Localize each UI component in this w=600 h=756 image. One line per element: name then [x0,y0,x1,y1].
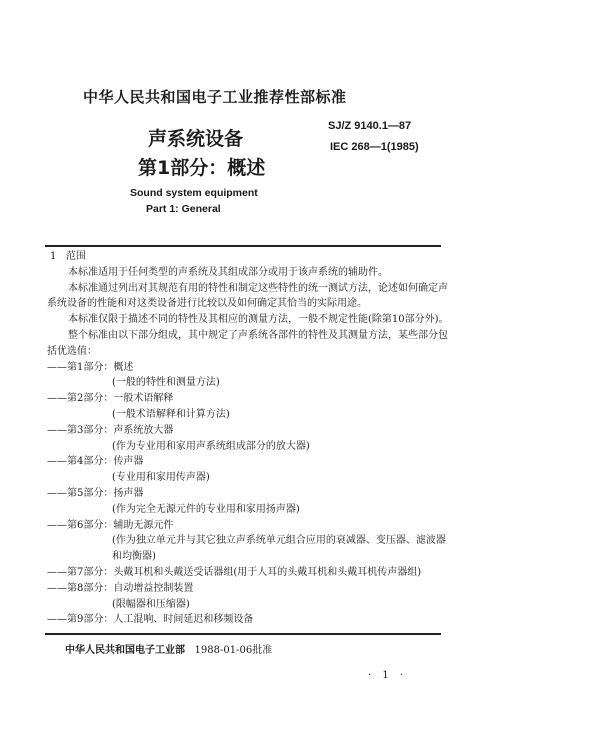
paragraph: 本标准通过列出对其规范有用的特性和制定这些特性的统一测试方法，论述如何确定声 [68,282,448,294]
part-label: ——第4部分： [47,456,114,468]
approval-date: 1988-01-06批准 [194,645,273,656]
part-title: 一般术语解释 [113,393,174,405]
part-item [47,518,447,534]
top-rule [45,245,441,247]
section-number: 1 [50,251,57,262]
part-label: ——第2部分： [47,393,114,405]
part-label: ——第6部分： [47,519,114,531]
part-item [47,454,447,470]
part-note: (限幅器和压缩器) [112,598,190,610]
part-item [47,360,447,376]
part-label: ——第7部分： [47,566,114,578]
part-note: (一般术语解释和计算方法) [112,408,230,420]
body-text [47,249,447,628]
part-title: 声系统放大器 [113,424,174,436]
part-title: 自动增益控制装置 [113,582,194,594]
part-label: ——第1部分： [47,361,114,373]
part-note: (专业用和家用传声器) [112,472,210,484]
part-note: (作为独立单元并与其它独立声系统单元组合应用的衰减器、变压器、滤波器 [112,535,446,547]
part-note: (作为完全无源元件的专业用和家用扬声器) [112,503,300,515]
doc-title-en: Sound system equipment [130,187,258,199]
part-item [47,581,447,597]
section-heading [47,249,447,265]
issuing-org: 中华人民共和国电子工业部 [65,645,185,656]
doc-part-title: 第1部分：概述 [138,157,266,179]
iec-code: IEC 268—1(1985) [330,141,419,153]
part-note: (一般的特性和测量方法) [112,377,220,389]
part-title: 扬声器 [113,487,144,499]
part-note: (作为专业用和家用声系统组成部分的放大器) [112,440,310,452]
section-title: 范围 [65,251,86,262]
part-title: 人工混响、时间延迟和移频设备 [113,614,254,626]
part-title: 传声器 [113,456,144,468]
paragraph: 本标准适用于任何类型的声系统及其组成部分或用于该声系统的辅助件。 [68,266,388,278]
part-title: 头戴耳机和头戴送受话器组(用于人耳的头戴耳机和头戴耳机传声器组) [113,566,422,578]
part-item [47,612,447,628]
paragraph: 整个标准由以下部分组成，其中规定了声系统各部件的特性及其测量方法，某些部分包 [68,329,448,341]
paragraph: 本标准仅限于描述不同的特性及其相应的测量方法，一般不规定性能(除第10部分外)。 [68,314,449,326]
part-item [47,391,447,407]
doc-part-title-en: Part 1: General [146,203,221,215]
doc-title: 声系统设备 [148,128,244,150]
page-number: · 1 · [368,670,408,681]
paragraph: 括优选值： [47,345,97,357]
part-label: ——第9部分： [47,614,114,626]
bottom-rule [45,633,441,635]
part-label: ——第8部分： [47,582,114,594]
part-item [47,565,447,581]
part-label: ——第3部分： [47,424,114,436]
part-item [47,423,447,439]
part-title: 辅助无源元件 [113,519,174,531]
approval-line [65,641,272,656]
parts-list [47,360,447,629]
standard-header: 中华人民共和国电子工业推荐性部标准 [83,88,347,106]
part-label: ——第5部分： [47,487,114,499]
part-note: 和均衡器) [112,551,156,563]
sj-code: SJ/Z 9140.1—87 [328,120,412,132]
part-title: 概述 [113,361,134,373]
part-item [47,486,447,502]
paragraph: 系统设备的性能和对这类设备进行比较以及如何确定其恰当的实际用途。 [47,298,367,310]
